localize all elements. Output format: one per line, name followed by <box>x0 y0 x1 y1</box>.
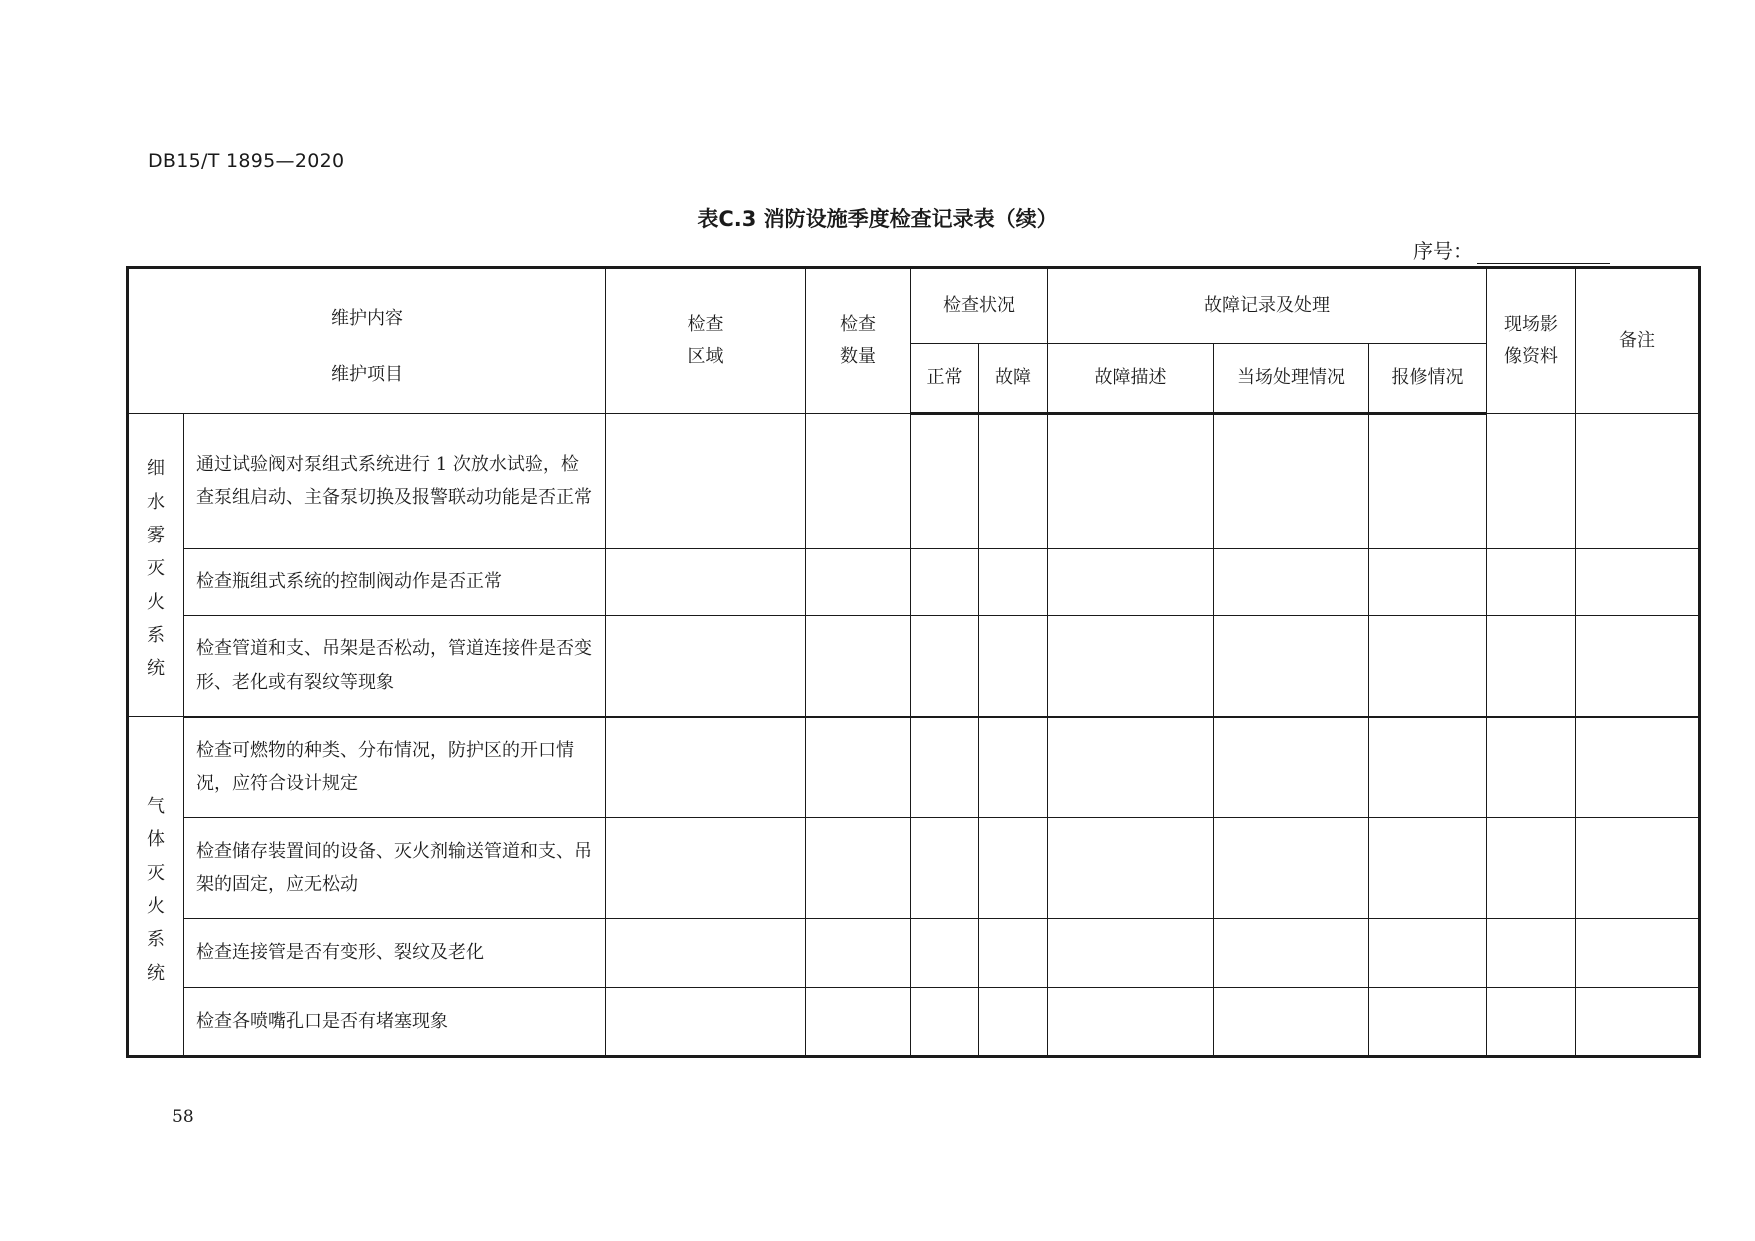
table-title: 表C.3 消防设施季度检查记录表（续） <box>697 207 1058 231</box>
table-row <box>128 549 1700 616</box>
maintenance-item-text: 检查可燃物的种类、分布情况，防护区的开口情况，应符合设计规定 <box>184 717 606 818</box>
cell-inspection-qty[interactable] <box>806 616 911 717</box>
table-row <box>128 919 1700 988</box>
cell-onsite-media[interactable] <box>1487 549 1576 616</box>
header-inspection-qty <box>806 268 911 414</box>
cell-inspection-area[interactable] <box>606 616 806 717</box>
cell-fault-description[interactable] <box>1048 988 1214 1057</box>
header-inspection-qty-line2: 数量 <box>840 346 876 367</box>
header-onsite-media-line1: 现场影 <box>1504 313 1559 335</box>
cell-repair-report[interactable] <box>1369 988 1487 1057</box>
header-fault: 故障 <box>979 344 1048 414</box>
cell-repair-report[interactable] <box>1369 717 1487 818</box>
cell-inspection-area[interactable] <box>606 818 806 919</box>
cell-repair-report[interactable] <box>1369 818 1487 919</box>
header-maintenance-item: 维护项目 <box>331 363 403 385</box>
cell-repair-report[interactable] <box>1369 919 1487 988</box>
document-id: DB15/T 1895—2020 <box>148 150 345 172</box>
cell-inspection-qty[interactable] <box>806 818 911 919</box>
header-content-cell <box>128 268 606 414</box>
cell-remarks[interactable] <box>1576 414 1700 549</box>
system-char: 火 <box>147 896 165 917</box>
cell-onsite-media[interactable] <box>1487 919 1576 988</box>
cell-onsite-media[interactable] <box>1487 717 1576 818</box>
header-inspection-area <box>606 268 806 414</box>
cell-normal[interactable] <box>911 717 979 818</box>
inspection-record-table <box>126 266 1701 1058</box>
cell-fault-description[interactable] <box>1048 818 1214 919</box>
cell-inspection-qty[interactable] <box>806 549 911 616</box>
cell-inspection-area[interactable] <box>606 717 806 818</box>
serial-blank-line <box>1477 239 1610 264</box>
maintenance-item-text: 检查各喷嘴孔口是否有堵塞现象 <box>184 988 606 1057</box>
cell-normal[interactable] <box>911 988 979 1057</box>
cell-inspection-area[interactable] <box>606 549 806 616</box>
system-char: 细 <box>147 458 165 480</box>
cell-onsite-handling[interactable] <box>1214 616 1369 717</box>
cell-repair-report[interactable] <box>1369 414 1487 549</box>
header-inspection-area-line2: 区域 <box>687 346 724 367</box>
cell-onsite-media[interactable] <box>1487 414 1576 549</box>
cell-inspection-area[interactable] <box>606 414 806 549</box>
system-char: 雾 <box>147 525 165 547</box>
system-char: 水 <box>147 491 165 513</box>
header-inspection-qty-line1: 检查 <box>840 313 876 335</box>
cell-fault[interactable] <box>979 988 1048 1057</box>
cell-fault-description[interactable] <box>1048 616 1214 717</box>
cell-inspection-area[interactable] <box>606 988 806 1057</box>
cell-onsite-handling[interactable] <box>1214 919 1369 988</box>
cell-inspection-qty[interactable] <box>806 919 911 988</box>
table-row <box>128 616 1700 717</box>
header-row-1 <box>128 268 1700 344</box>
cell-remarks[interactable] <box>1576 919 1700 988</box>
cell-remarks[interactable] <box>1576 717 1700 818</box>
system-label-watermist <box>128 414 184 717</box>
table-row <box>128 717 1700 818</box>
table-row <box>128 988 1700 1057</box>
cell-remarks[interactable] <box>1576 988 1700 1057</box>
serial-number-field <box>1413 235 1610 264</box>
cell-onsite-handling[interactable] <box>1214 549 1369 616</box>
header-normal: 正常 <box>911 344 979 414</box>
header-fault-record: 故障记录及处理 <box>1048 268 1487 344</box>
system-char: 统 <box>147 962 165 984</box>
cell-remarks[interactable] <box>1576 549 1700 616</box>
cell-fault[interactable] <box>979 414 1048 549</box>
system-char: 火 <box>147 591 165 613</box>
cell-normal[interactable] <box>911 616 979 717</box>
maintenance-item-text: 检查管道和支、吊架是否松动，管道连接件是否变形、老化或有裂纹等现象 <box>184 616 606 717</box>
system-char: 体 <box>147 829 165 851</box>
cell-normal[interactable] <box>911 818 979 919</box>
cell-onsite-media[interactable] <box>1487 818 1576 919</box>
system-char: 灭 <box>147 558 165 580</box>
header-inspection-area-line1: 检查 <box>687 313 724 335</box>
header-repair-report: 报修情况 <box>1369 344 1487 414</box>
cell-remarks[interactable] <box>1576 818 1700 919</box>
cell-repair-report[interactable] <box>1369 616 1487 717</box>
system-char: 系 <box>147 624 165 646</box>
serial-label: 序号： <box>1413 239 1473 263</box>
cell-remarks[interactable] <box>1576 616 1700 717</box>
cell-normal[interactable] <box>911 414 979 549</box>
cell-fault[interactable] <box>979 616 1048 717</box>
cell-fault-description[interactable] <box>1048 717 1214 818</box>
maintenance-item-text: 通过试验阀对泵组式系统进行 1 次放水试验，检查泵组启动、主备泵切换及报警联动功能是否正常 <box>184 414 606 549</box>
system-char: 统 <box>147 658 165 680</box>
cell-onsite-media[interactable] <box>1487 616 1576 717</box>
system-char: 灭 <box>147 862 165 884</box>
system-char: 气 <box>147 796 165 818</box>
system-label-gas <box>128 717 184 1057</box>
cell-inspection-qty[interactable] <box>806 414 911 549</box>
header-onsite-media <box>1487 268 1576 414</box>
cell-inspection-qty[interactable] <box>806 988 911 1057</box>
cell-onsite-handling[interactable] <box>1214 717 1369 818</box>
header-inspection-status: 检查状况 <box>911 268 1048 344</box>
cell-fault-description[interactable] <box>1048 549 1214 616</box>
header-onsite-handling: 当场处理情况 <box>1214 344 1369 414</box>
page-number: 58 <box>172 1107 194 1127</box>
cell-onsite-handling[interactable] <box>1214 818 1369 919</box>
cell-onsite-handling[interactable] <box>1214 988 1369 1057</box>
table-row <box>128 414 1700 549</box>
cell-fault[interactable] <box>979 818 1048 919</box>
cell-normal[interactable] <box>911 549 979 616</box>
cell-inspection-qty[interactable] <box>806 717 911 818</box>
table-row <box>128 818 1700 919</box>
cell-repair-report[interactable] <box>1369 549 1487 616</box>
cell-inspection-area[interactable] <box>606 919 806 988</box>
header-onsite-media-line2: 像资料 <box>1504 346 1559 367</box>
cell-fault-description[interactable] <box>1048 919 1214 988</box>
cell-onsite-media[interactable] <box>1487 988 1576 1057</box>
system-char: 系 <box>147 929 165 951</box>
maintenance-item-text: 检查瓶组式系统的控制阀动作是否正常 <box>184 549 606 616</box>
cell-fault[interactable] <box>979 919 1048 988</box>
cell-fault[interactable] <box>979 717 1048 818</box>
header-maintenance-content: 维护内容 <box>331 308 403 329</box>
header-remarks: 备注 <box>1576 268 1700 414</box>
cell-normal[interactable] <box>911 919 979 988</box>
cell-fault-description[interactable] <box>1048 414 1214 549</box>
maintenance-item-text: 检查储存装置间的设备、灭火剂输送管道和支、吊架的固定，应无松动 <box>184 818 606 919</box>
cell-onsite-handling[interactable] <box>1214 414 1369 549</box>
cell-fault[interactable] <box>979 549 1048 616</box>
header-fault-description: 故障描述 <box>1048 344 1214 414</box>
maintenance-item-text: 检查连接管是否有变形、裂纹及老化 <box>184 919 606 988</box>
